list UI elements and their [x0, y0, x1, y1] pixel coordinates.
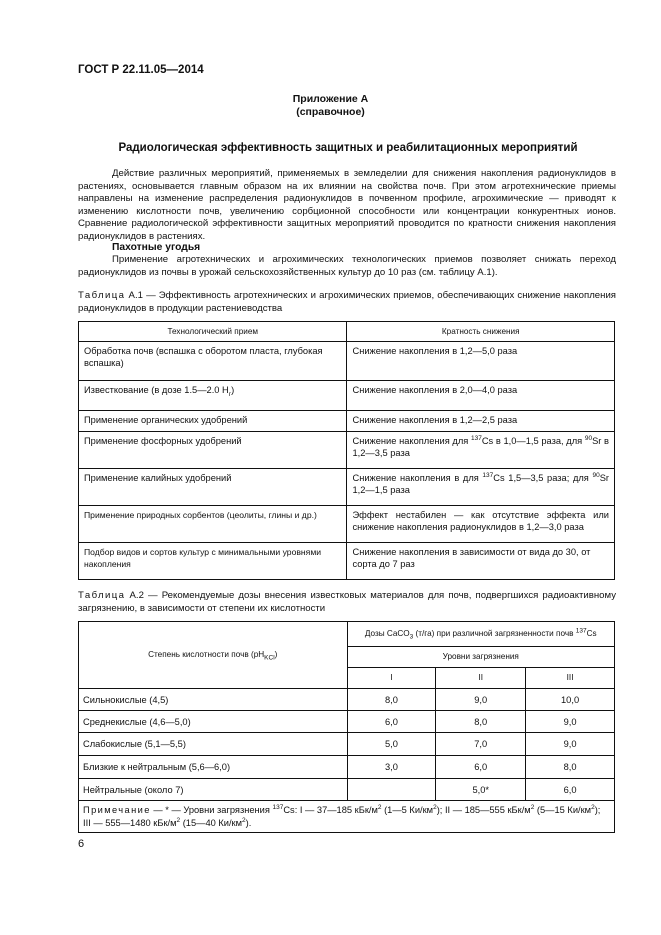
table-a1: [78, 321, 615, 580]
note-text: ).: [245, 817, 252, 828]
table2-cell-value: 6,0: [526, 779, 615, 801]
table-row: [79, 733, 615, 756]
table2-level-3: III: [526, 668, 615, 689]
note-text: ); II — 185—555 кБк/м: [436, 805, 531, 815]
table1-cell-method: Применение природных сорбентов (цеолиты, глины и др.): [79, 506, 347, 543]
table-row: [79, 506, 615, 543]
table1-cell-method: Применение органических удобрений: [79, 411, 347, 432]
unit-sup: 2: [377, 803, 382, 811]
intro-text: Действие различных мероприятий, применяемых в земледелии для снижения накопления радионуклидов в растениях, основывается главным образом на их влиянии на свойства почв. При этом агротехнические приемы направлены на изменение распределения радионуклидов в почвенном профиле, агрохимические — приводят к изменению кислотности почв, увеличению сорбционной способности или концентрации конкурентных ионов. Сравнение радиологической эффективности защитных мероприятий проводится по кратности снижения накопления радионуклидов в растениях.: [78, 168, 616, 242]
table2-cell-acidity: Нейтральные (около 7): [79, 779, 348, 801]
note-text: (5—15 Ки/км: [534, 805, 592, 815]
table1-cell-effect: Эффект нестабилен — как отсутствие эффекта или снижение накопления радионуклидов в 1,2—3,0 раза: [347, 506, 615, 543]
table2-cell-value: 3,0: [347, 756, 436, 779]
table1-header-effect: Кратность снижения: [347, 322, 615, 342]
table2-header-doses: [347, 622, 615, 647]
table2-cell-value: [347, 779, 436, 801]
table-row: [79, 543, 615, 580]
isotope-sup: 137: [575, 627, 587, 635]
effect-text: Sr 1,2—1,5 раза: [352, 473, 609, 495]
table1-cell-method: Обработка почв (вспашка с оборотом пласта, глубокая вспашка): [79, 342, 347, 381]
table2-level-1: I: [347, 668, 436, 689]
table2-cell-value: 9,0: [526, 711, 615, 733]
effect-text: Sr в 1,2—3,5 раза: [352, 436, 609, 458]
table2-caption-label: Таблица: [78, 590, 126, 601]
appendix-title: Приложение А: [292, 93, 369, 105]
header-text: Степень кислотности почв (pH: [148, 650, 265, 659]
table2-cell-value: 9,0: [436, 689, 526, 711]
document-header: ГОСТ Р 22.11.05—2014: [78, 64, 204, 76]
method-text: Известкование (в дозе 1.5—2.0 H: [84, 385, 229, 395]
note-text: (1—5 Ки/км: [381, 805, 434, 815]
table2-cell-value: 9,0: [526, 733, 615, 756]
header-text-end: Cs: [586, 629, 597, 638]
isotope-sup: 90: [592, 471, 600, 479]
effect-text: Cs 1,5—3,5 раза; для: [493, 473, 593, 483]
table2-header-acidity: [79, 622, 348, 689]
table2-cell-value: 8,0: [347, 689, 436, 711]
unit-sup: 2: [242, 816, 246, 824]
table2-cell-value: 5,0: [347, 733, 436, 756]
note-text: ); III — 555—1480 кБк/м: [83, 805, 601, 828]
table2-note: [79, 801, 615, 833]
table-row: [79, 779, 615, 801]
table2-cell-acidity: Среднекислые (4,6—5,0): [79, 711, 348, 733]
arable-paragraph: [78, 254, 616, 279]
table-row: [79, 381, 615, 411]
effect-text: Снижение накопления для: [352, 436, 471, 446]
note-text: — * — Уровни загрязнения: [150, 805, 273, 815]
note-text: Cs: I — 37—185 кБк/м: [283, 805, 378, 815]
method-text-end: ): [231, 385, 235, 395]
header-subscript: 3: [409, 633, 414, 641]
section-title: Радиологическая эффективность защитных и реабилитационных мероприятий: [118, 142, 578, 154]
table1-cell-effect: Снижение накопления в 2,0—4,0 раза: [347, 381, 615, 411]
table2-cell-value: 7,0: [436, 733, 526, 756]
table-a2: [78, 621, 615, 833]
table1-header-method: Технологический прием: [79, 322, 347, 342]
table1-caption-text: А.1 — Эффективность агротехнических и агрохимических приемов, обеспечивающих снижение накопления радионуклидов в продукции растениеводства: [78, 290, 616, 314]
table1-caption-label: Таблица: [78, 290, 126, 301]
isotope-sup: 137: [482, 471, 494, 479]
table2-header-levels: Уровни загрязнения: [347, 647, 615, 668]
table-row: [79, 411, 615, 432]
table-row: [79, 469, 615, 506]
note-text: (15—40 Ки/км: [180, 817, 243, 828]
table2-caption: [78, 590, 616, 615]
unit-sup: 2: [591, 803, 595, 811]
header-text-end: ): [274, 650, 278, 659]
table2-cell-value: 8,0: [526, 756, 615, 779]
isotope-sup: 90: [584, 434, 593, 442]
table-row: [79, 711, 615, 733]
appendix-subtitle: (справочное): [296, 106, 365, 118]
table-note-row: [79, 801, 615, 833]
table1-cell-method: Применение калийных удобрений: [79, 469, 347, 506]
isotope-sup: 137: [272, 803, 284, 811]
table2-caption-text: А.2 — Рекомендуемые дозы внесения известковых материалов для почв, подвергшихся радиоактивному загрязнению, в зависимости от степени их кислотности: [78, 590, 616, 614]
table-row: [79, 689, 615, 711]
header-text: Дозы CaCO: [364, 629, 410, 638]
table-row: [79, 756, 615, 779]
table-row: [79, 342, 615, 381]
table2-cell-value: 6,0: [347, 711, 436, 733]
effect-text: Снижение накопления в для: [352, 473, 483, 483]
table1-cell-effect: [347, 432, 615, 469]
isotope-sup: 137: [470, 434, 482, 442]
table2-cell-value: 5,0*: [436, 779, 526, 801]
header-text: (т/га) при различной загрязненности почв: [413, 629, 576, 638]
table2-cell-value: 6,0: [436, 756, 526, 779]
table2-cell-value: 8,0: [436, 711, 526, 733]
header-subscript: KCl: [264, 654, 275, 662]
table1-cell-method: Подбор видов и сортов культур с минимальными уровнями накопления: [79, 543, 347, 580]
table-row: [79, 432, 615, 469]
table2-level-2: II: [436, 668, 526, 689]
subsection-title: Пахотные угодья: [112, 242, 201, 253]
unit-sup: 2: [530, 803, 535, 811]
table1-cell-method: Применение фосфорных удобрений: [79, 432, 347, 469]
note-label: Примечание: [83, 805, 151, 815]
table2-cell-value: 10,0: [526, 689, 615, 711]
table1-cell-method: [79, 381, 347, 411]
table2-cell-acidity: Близкие к нейтральным (5,6—6,0): [79, 756, 348, 779]
table2-cell-acidity: Сильнокислые (4,5): [79, 689, 348, 711]
table1-cell-effect: Снижение накопления в 1,2—2,5 раза: [347, 411, 615, 432]
arable-text: Применение агротехнических и агрохимических технологических приемов позволяет снижать переход радионуклидов из почвы в урожай сельскохозяйственных культур до 10 раз (см. таблицу А.1).: [78, 254, 616, 278]
table1-cell-effect: [347, 469, 615, 506]
table1-cell-effect: Снижение накопления в 1,2—5,0 раза: [347, 342, 615, 381]
page-number: 6: [78, 838, 85, 850]
intro-paragraph: [78, 168, 616, 244]
table1-caption: [78, 290, 616, 315]
unit-sup: 2: [433, 803, 437, 811]
effect-text: Cs в 1,0—1,5 раза, для: [481, 436, 585, 446]
method-subscript: г: [228, 390, 232, 398]
table1-cell-effect: Снижение накопления в зависимости от вида до 30, от сорта до 7 раз: [347, 543, 615, 580]
table2-cell-acidity: Слабокислые (5,1—5,5): [79, 733, 348, 756]
unit-sup: 2: [176, 816, 181, 824]
